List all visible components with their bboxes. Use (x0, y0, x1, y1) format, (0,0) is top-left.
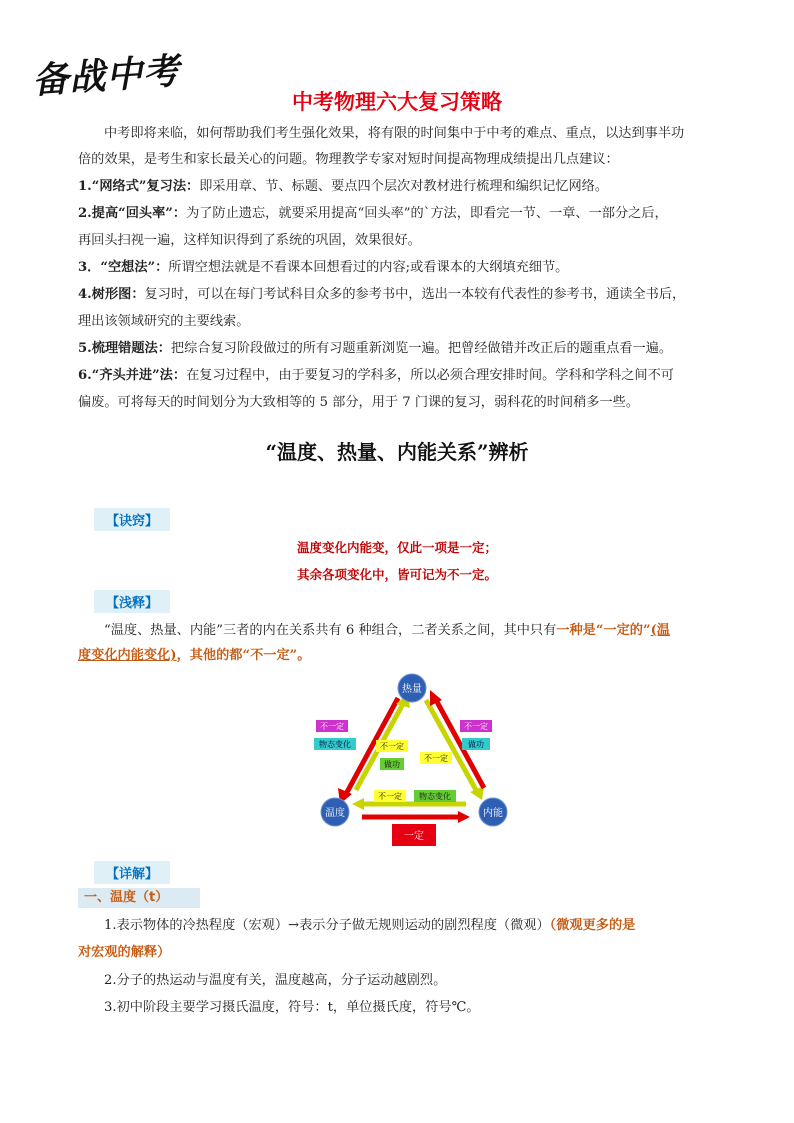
explain-line-1 (104, 617, 670, 644)
tag-label: 【详解】 (94, 861, 170, 884)
tip-5 (78, 335, 672, 362)
svg-text:一定: 一定 (404, 831, 424, 842)
tip-head: 3．“空想法”： (78, 260, 169, 275)
svg-text:不一定: 不一定 (424, 754, 448, 763)
label-bottom-uncertain (374, 790, 406, 802)
detail-line-1-cont: 对宏观的解释） (78, 945, 171, 960)
verse-line-1: 温度变化内能变，仅此一项是一定； (296, 540, 497, 555)
tip-head: 1.“网络式”复习法： (78, 179, 200, 194)
section-title: “温度、热量、内能关系”辨析 (265, 440, 529, 464)
svg-text:做功: 做功 (384, 760, 400, 769)
explain-highlight-underlined: 度变化内能变化) (78, 648, 177, 663)
tag-label: 【诀窍】 (94, 508, 170, 531)
node-heat-label: 热量 (402, 684, 422, 695)
node-heat (398, 674, 426, 702)
label-center-uncertain-1 (376, 740, 408, 752)
tip-2-cont: 再回头扫视一遍，这样知识得到了系统的巩固，效果很好。 (78, 233, 421, 248)
explain-highlight: 一种是“一定的” (556, 623, 651, 638)
tag-jueqiao (94, 508, 170, 531)
tip-head: 2.提高“回头率”： (78, 206, 187, 221)
detail-line-3: 3.初中阶段主要学习摄氏温度，符号：t，单位摄氏度，符号℃。 (104, 1000, 480, 1015)
node-temp (321, 798, 349, 826)
tip-3 (78, 254, 568, 281)
svg-text:物态变化: 物态变化 (319, 740, 351, 749)
intro-line-2: 倍的效果，是考生和家长最关心的问题。物理教学专家对短时间提高物理成绩提出几点建议： (78, 152, 619, 167)
tag-label: 【浅释】 (94, 590, 170, 613)
svg-text:不一定: 不一定 (464, 722, 488, 731)
intro-line-1: 中考即将来临，如何帮助我们考生强化效果，将有限的时间集中于中考的难点、重点，以达到事半功 (104, 126, 685, 141)
subhead-temperature: 一、温度（t） (78, 888, 200, 908)
tip-4 (78, 281, 685, 308)
node-internal (479, 798, 507, 826)
node-internal-label: 内能 (483, 808, 503, 819)
label-bottom-phase (414, 790, 456, 802)
tip-body: 即采用章、节、标题、要点四个层次对教材进行梳理和编织记忆网络。 (199, 179, 609, 194)
tip-6 (78, 362, 674, 389)
label-center-uncertain-2 (420, 752, 452, 764)
tip-body: 复习时，可以在每门考试科目众多的参考书中，选出一本较有代表性的参考书，通读全书后， (144, 287, 686, 302)
tip-body: 为了防止遗忘，就要采用提高“回头率”的`方法，即看完一节、一章、一部分之后， (186, 206, 668, 221)
label-left-phase (314, 738, 356, 750)
node-temp-label: 温度 (325, 808, 345, 819)
detail-line-1 (104, 912, 635, 939)
relation-diagram (312, 672, 512, 852)
detail-highlight: （微观更多的是 (549, 918, 636, 933)
verse-line-2: 其余各项变化中，皆可记为不一定。 (296, 567, 497, 582)
explain-highlight: ，其他的都“不一定”。 (176, 648, 311, 663)
explain-highlight-underlined: (温 (650, 623, 670, 638)
tip-1 (78, 173, 608, 200)
label-right-uncertain (460, 720, 492, 732)
tip-6-cont: 偏废。可将每天的时间划分为大致相等的 5 部分，用于 7 门课的复习，弱科花的时间稍多一些。 (78, 395, 640, 410)
tip-head: 5.梳理错题法： (78, 341, 171, 356)
tip-body: 所谓空想法就是不看课本回想看过的内容;或看课本的大纲填充细节。 (168, 260, 569, 275)
detail-text: 1.表示物体的冷热程度（宏观）→表示分子做无规则运动的剧烈程度（微观） (104, 918, 550, 933)
svg-text:做功: 做功 (468, 740, 484, 749)
tip-4-cont: 理出该领域研究的主要线索。 (78, 314, 250, 329)
svg-text:不一定: 不一定 (378, 792, 402, 801)
tip-head: 4.树形图： (78, 287, 145, 302)
svg-text:不一定: 不一定 (320, 722, 344, 731)
logo-text: 备战中考 (30, 50, 182, 103)
tip-body: 把综合复习阶段做过的所有习题重新浏览一遍。把曾经做错并改正后的题重点看一遍。 (170, 341, 673, 356)
tip-head: 6.“齐头并进”法： (78, 368, 187, 383)
detail-line-2: 2.分子的热运动与温度有关，温度越高，分子运动越剧烈。 (104, 973, 447, 988)
svg-text:不一定: 不一定 (380, 742, 404, 751)
tag-qianshi (94, 590, 170, 613)
tip-2 (78, 200, 668, 227)
explain-line-2 (78, 642, 310, 669)
label-certain (392, 824, 436, 846)
label-left-uncertain (316, 720, 348, 732)
svg-text:物态变化: 物态变化 (419, 792, 451, 801)
tag-xiangjie (94, 861, 170, 884)
label-center-work (380, 758, 404, 770)
label-right-work (462, 738, 490, 750)
tip-body: 在复习过程中，由于要复习的学科多，所以必须合理安排时间。学科和学科之间不可 (186, 368, 674, 383)
page-title: 中考物理六大复习策略 (292, 90, 502, 114)
explain-text: “温度、热量、内能”三者的内在关系共有 6 种组合，二者关系之间，其中只有 (104, 623, 557, 638)
